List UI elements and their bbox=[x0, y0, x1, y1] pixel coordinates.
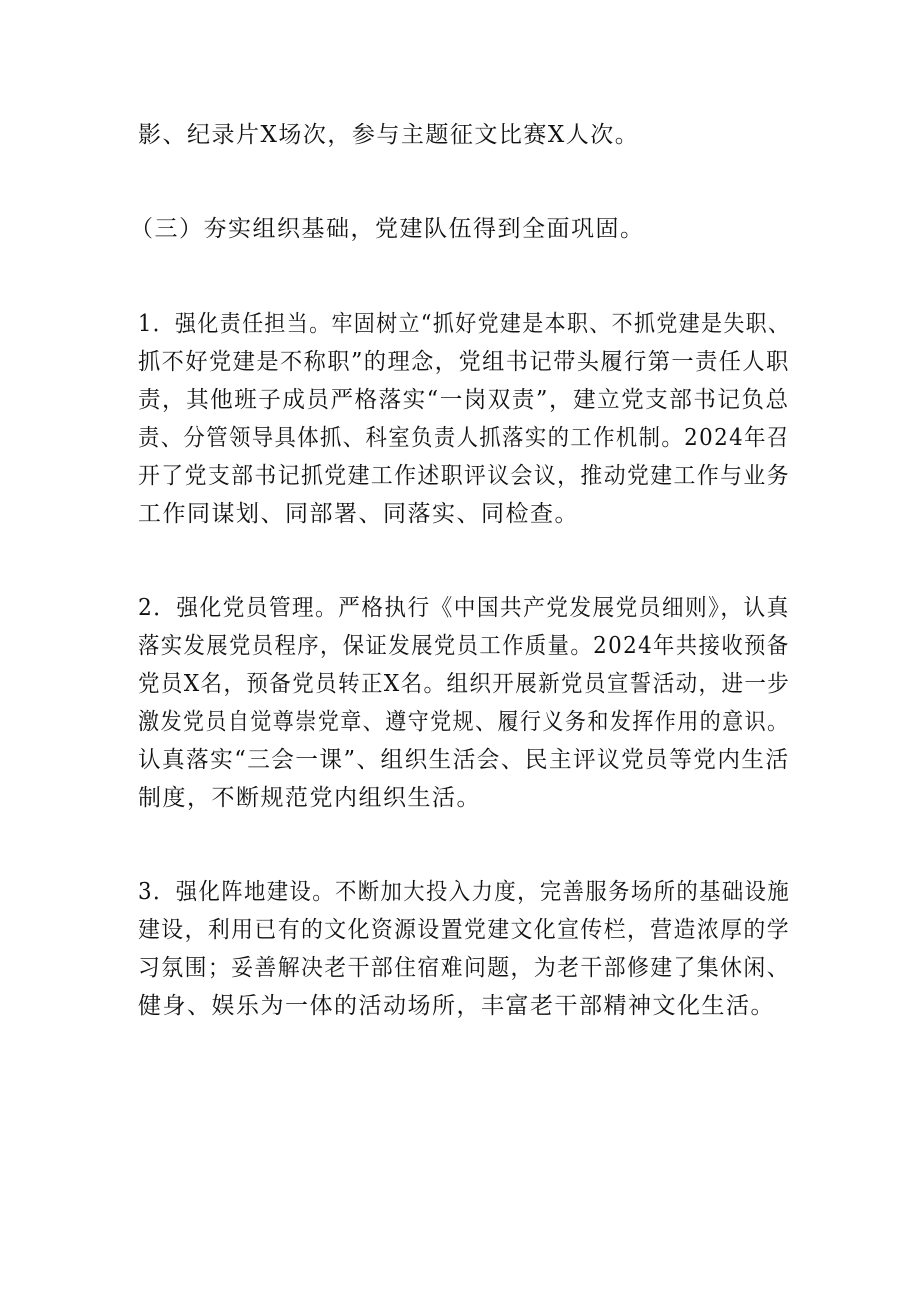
paragraph-line: 习氛围；妥善解决老干部住宿难问题，为老干部修建了集休闲、 bbox=[138, 955, 790, 981]
paragraph-line: 工作同谋划、同部署、同落实、同检查。 bbox=[138, 501, 579, 527]
paragraph-line: 健身、娱乐为一体的活动场所，丰富老干部精神文化生活。 bbox=[138, 993, 775, 1019]
paragraph-line: 开了党支部书记抓党建工作述职评议会议，推动党建工作与业务 bbox=[138, 463, 790, 489]
paragraph-line: 激发党员自觉尊崇党章、遵守党规、履行义务和发挥作用的意识。 bbox=[138, 709, 790, 735]
paragraph-line: 责、分管领导具体抓、科室负责人抓落实的工作机制。2024年召 bbox=[138, 425, 790, 451]
continuation-line: 影、纪录片X场次，参与主题征文比赛X人次。 bbox=[138, 122, 640, 148]
paragraph-line: 1．强化责任担当。牢固树立“抓好党建是本职、不抓党建是失职、 bbox=[138, 311, 791, 337]
paragraph-line: 3．强化阵地建设。不断加大投入力度，完善服务场所的基础设施 bbox=[138, 879, 791, 905]
paragraph-line: 2．强化党员管理。严格执行《中国共产党发展党员细则》，认真 bbox=[138, 595, 790, 621]
paragraph-line: 落实发展党员程序，保证发展党员工作质量。2024年共接收预备 bbox=[138, 633, 790, 659]
paragraph-line: 责，其他班子成员严格落实“一岗双责”，建立党支部书记负总 bbox=[138, 387, 790, 413]
section-heading: （三）夯实组织基础，党建队伍得到全面巩固。 bbox=[130, 216, 645, 242]
paragraph-line: 抓不好党建是不称职”的理念，党组书记带头履行第一责任人职 bbox=[138, 349, 790, 375]
paragraph-line: 党员X名，预备党员转正X名。组织开展新党员宣誓活动，进一步 bbox=[138, 671, 791, 697]
paragraph-line: 制度，不断规范党内组织生活。 bbox=[138, 785, 481, 811]
paragraph-line: 认真落实“三会一课”、组织生活会、民主评议党员等党内生活 bbox=[138, 747, 790, 773]
paragraph-line: 建设，利用已有的文化资源设置党建文化宣传栏，营造浓厚的学 bbox=[138, 917, 790, 943]
